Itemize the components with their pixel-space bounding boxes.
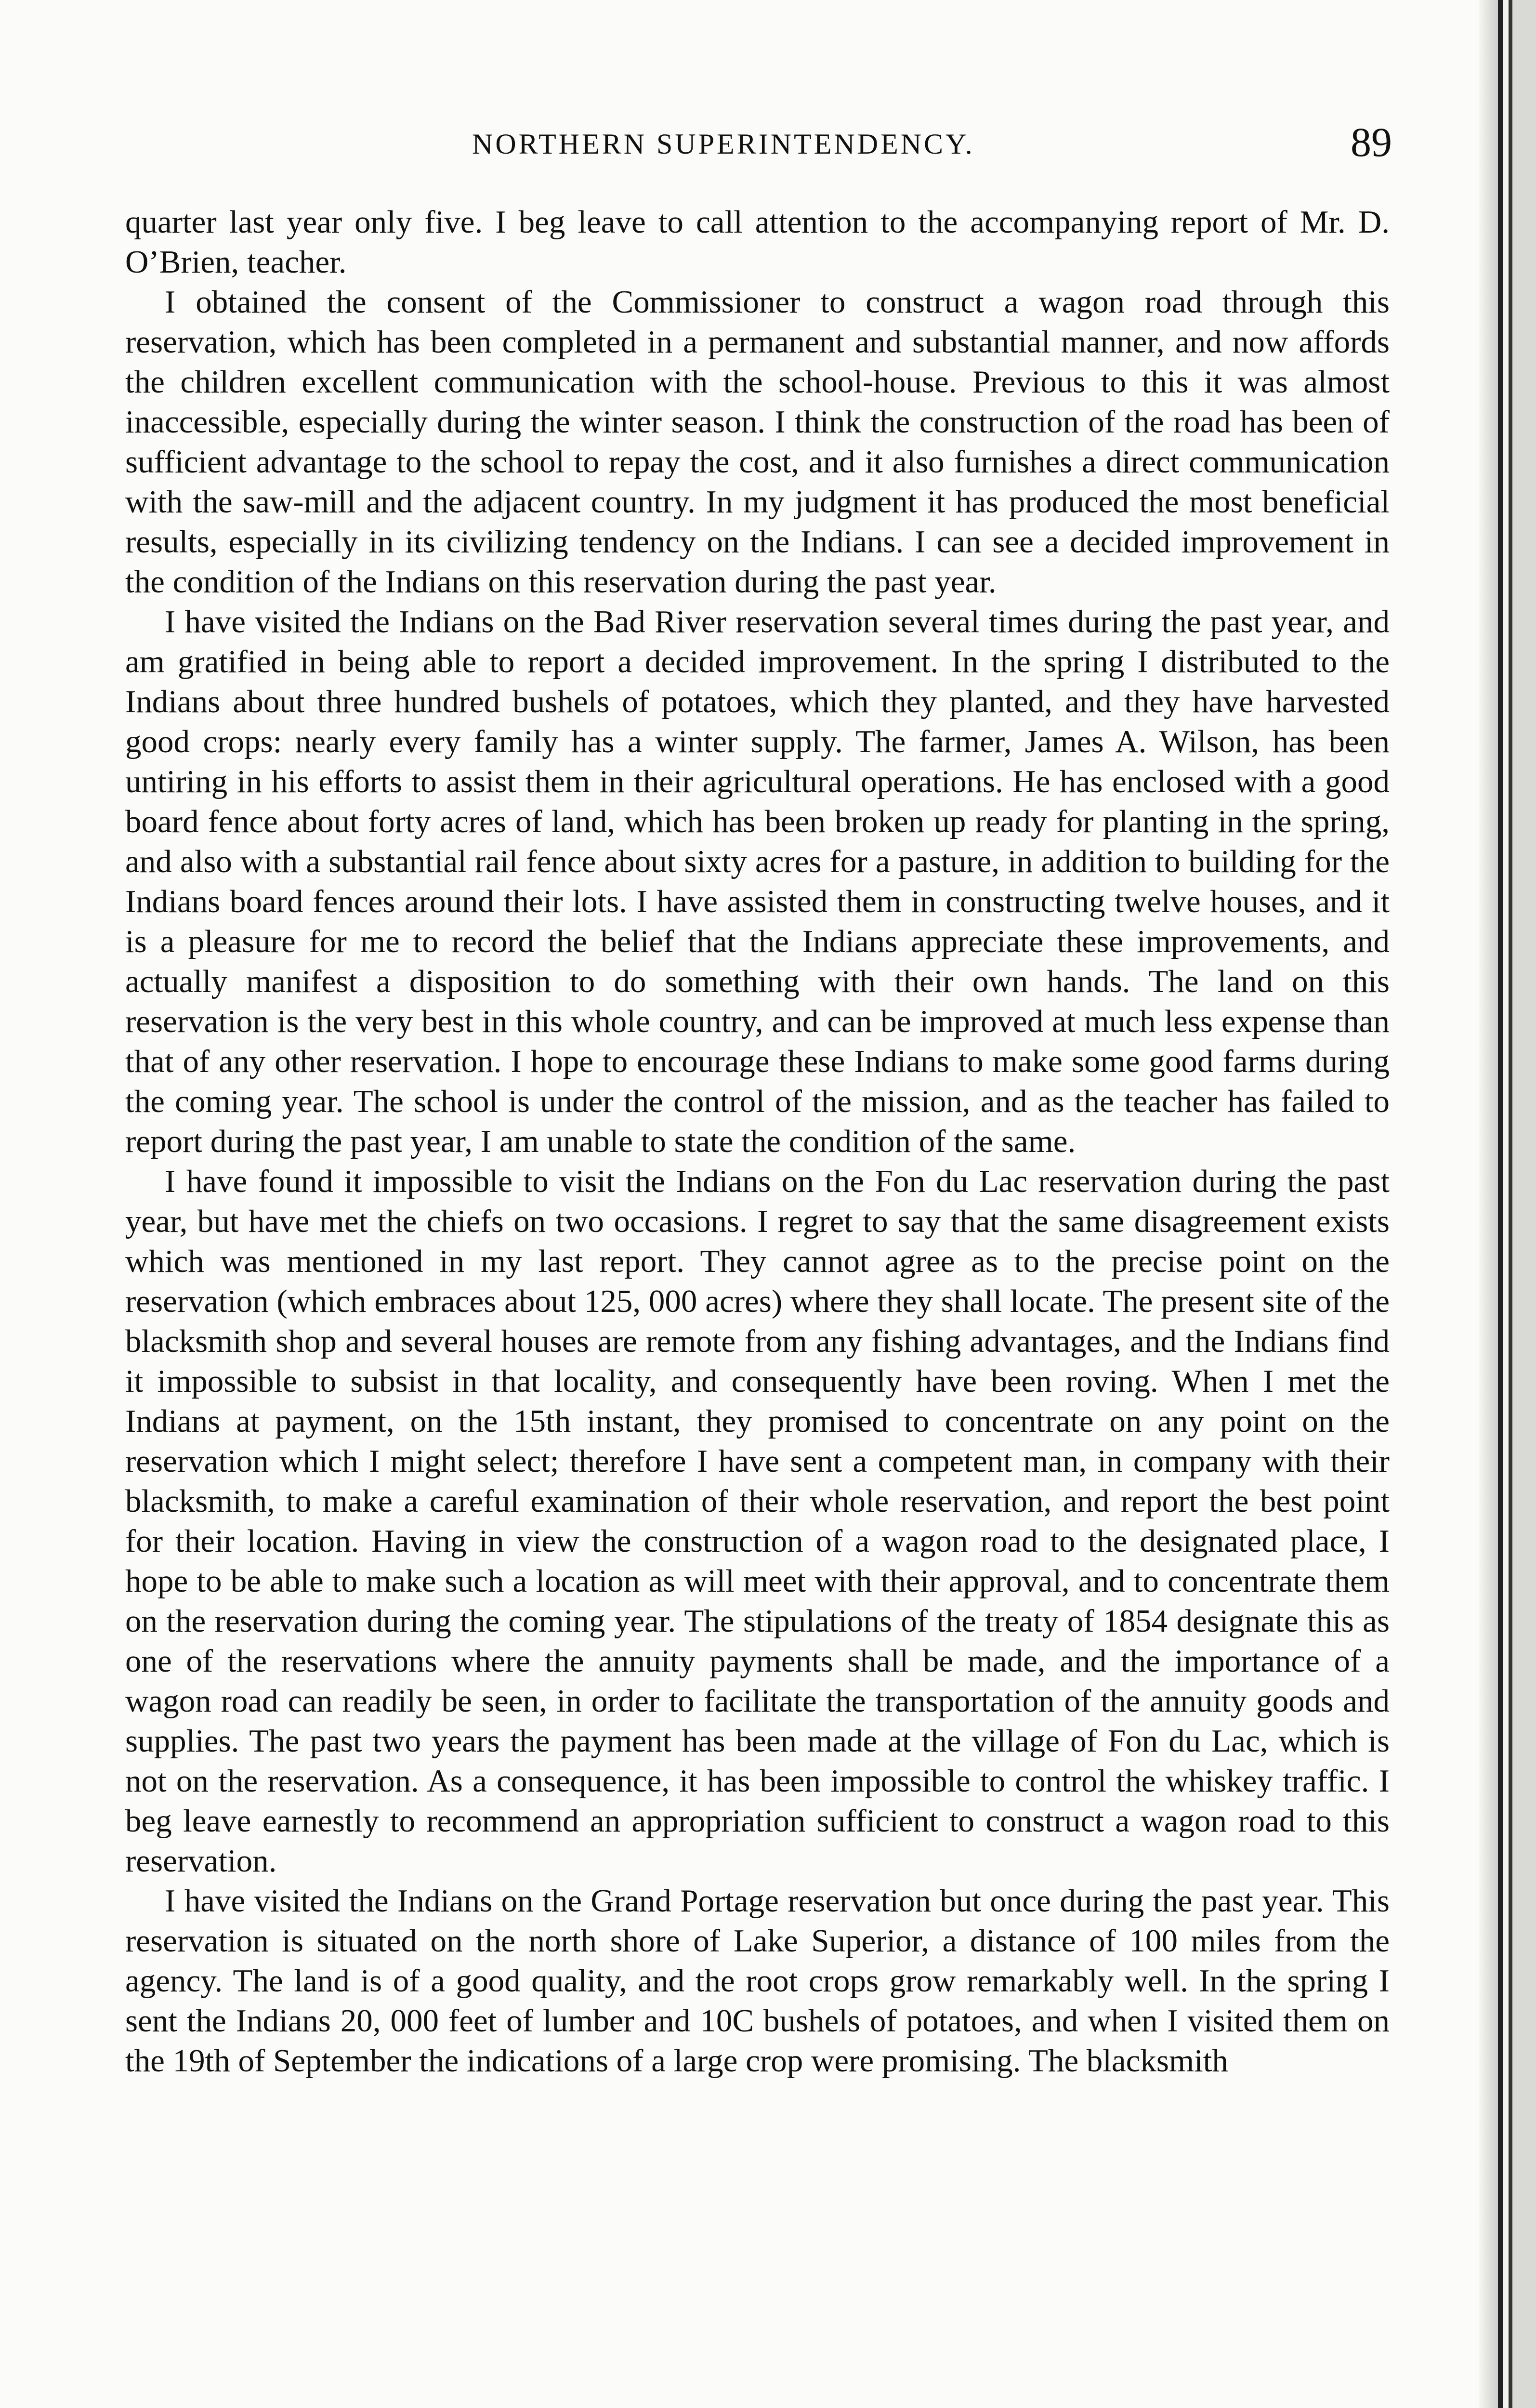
paragraph: quarter last year only five. I beg leave to call attention to the accompanying report of Mr. D. O’Brien, teacher.: [125, 204, 1390, 280]
paragraph: I have found it impossible to visit the Indians on the Fon du Lac reservation during the past year, but have met the chiefs on two occasions. I regret to say that the same disagreement exists which was mentioned in my last report. They cannot agree as to the precise point on the reservation (which embraces about 125, 000 acres) where they shall locate. The present site of the blacksmith shop and several houses are remote from any fishing advantages, and the Indians find it impossible to subsist in that locality, and consequently have been roving. When I met the Indians at payment, on the 15th instant, they promised to concentrate on any point on the reservation which I might select; therefore I have sent a competent man, in company with their blacksmith, to make a careful examination of their whole reservation, and report the best point for their location. Having in view the construction of a wagon road to the designated place, I hope to be able to make such a location as will meet with their approval, and to concentrate them on the reservation during the coming year. The stipulations of the treaty of 1854 designate this as one of the reservations where the annuity payments shall be made, and the importance of a wagon road can readily be seen, in order to facilitate the transportation of the annuity goods and supplies. The past two years the payment has been made at the village of Fon du Lac, which is not on the reservation. As a consequence, it has been impossible to control the whiskey traffic. I beg leave earnestly to recommend an appropriation sufficient to construct a wagon road to this reservation.: [125, 1164, 1390, 1879]
paragraph: I have visited the Indians on the Grand Portage reservation but once during the past year. This reservation is situated on the north shore of Lake Superior, a distance of 100 miles from the agency. The land is of a good quality, and the root crops grow remarkably well. In the spring I sent the Indians 20, 000 feet of lumber and 10C bushels of potatoes, and when I visited them on the 19th of September the indications of a large crop were promising. The blacksmith: [125, 1883, 1390, 2079]
page-edge-shadow: [1479, 0, 1498, 2408]
page-number: 89: [1351, 119, 1392, 165]
paragraph: I obtained the consent of the Commissioner to construct a wagon road through this reservation, which has been completed in a permanent and substantial manner, and now affords the children excellent communication with the school-house. Previous to this it was almost inaccessible, especially during the winter season. I think the construction of the road has been of sufficient advantage to the school to repay the cost, and it also furnishes a direct communication with the saw-mill and the adjacent country. In my judgment it has produced the most beneficial results, especially in its civilizing tendency on the Indians. I can see a decided improvement in the condition of the Indians on this reservation during the past year.: [125, 284, 1390, 600]
running-head: NORTHERN SUPERINTENDENCY.: [472, 128, 975, 160]
body-text: [125, 202, 1390, 2081]
paragraph: I have visited the Indians on the Bad River reservation several times during the past year, and am gratified in being able to report a decided improvement. In the spring I distributed to the Indians about three hundred bushels of potatoes, which they planted, and they have harvested good crops: nearly every family has a winter supply. The farmer, James A. Wilson, has been untiring in his efforts to assist them in their agricultural operations. He has enclosed with a good board fence about forty acres of land, which has been broken up ready for planting in the spring, and also with a substantial rail fence about sixty acres for a pasture, in addition to building for the Indians board fences around their lots. I have assisted them in constructing twelve houses, and it is a pleasure for me to record the belief that the Indians appreciate these improvements, and actually manifest a disposition to do something with their own hands. The land on this reservation is the very best in this whole country, and can be improved at much less expense than that of any other reservation. I hope to encourage these Indians to make some good farms during the coming year. The school is under the control of the mission, and as the teacher has failed to report during the past year, I am unable to state the condition of the same.: [125, 604, 1390, 1159]
page-header: [130, 118, 1392, 176]
